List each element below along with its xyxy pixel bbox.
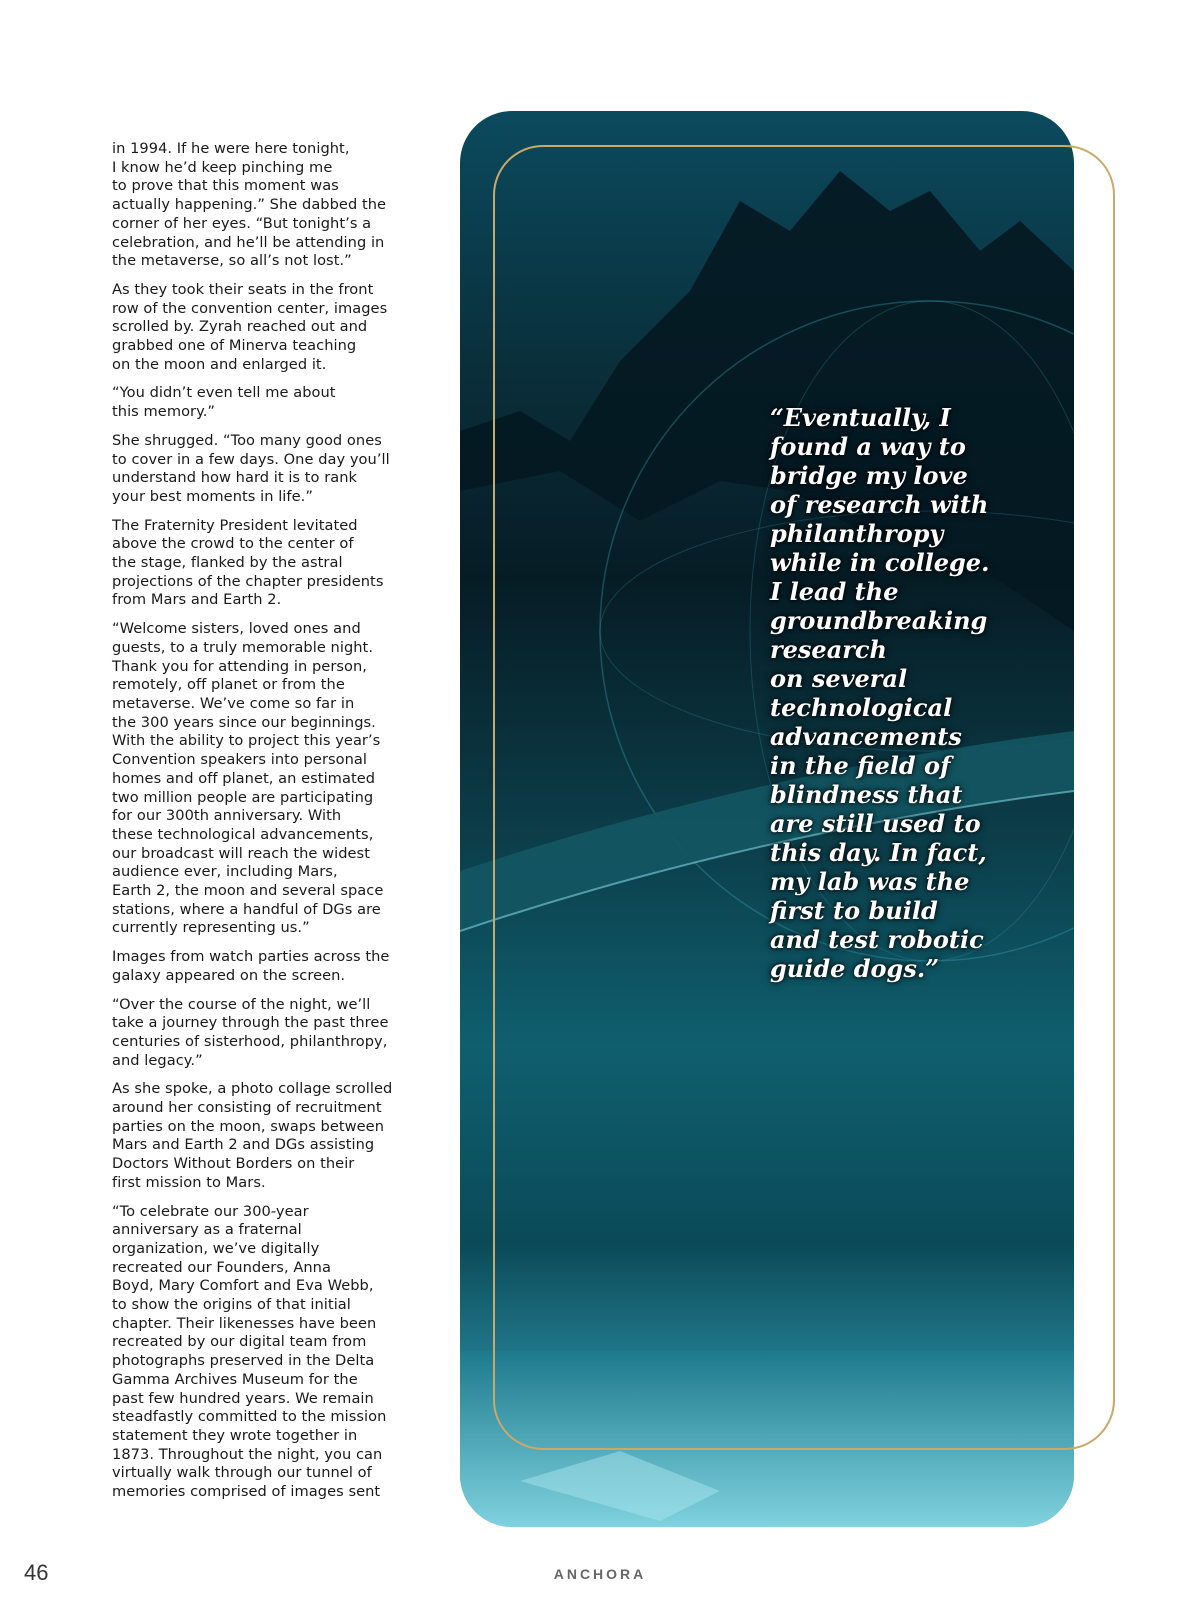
article-paragraph: “Welcome sisters, loved ones and guests, to a truly memorable night. Thank you for attending in person, remotely, off planet or from the metaverse. We’ve come so far in the 300 years since our beginnings. With the ability to project this year’s Convention speakers into personal homes and off planet, an estimated two million people are participating for our 300th anniversary. With these technological advancements, our broadcast will reach the widest audience ever, including Mars, Earth 2, the moon and several space stations, where a handful of DGs are currently representing us.” [112, 620, 384, 937]
publication-title: ANCHORA [553, 1566, 647, 1582]
article-paragraph: As they took their seats in the front row of the convention center, images scrolled by. Zyrah reached out and grabbed one of Minerva teaching on the moon and enlarged it. [112, 280, 388, 373]
page-number: 46 [24, 1560, 49, 1585]
article-paragraph: “You didn’t even tell me about this memory.” [112, 384, 336, 421]
article-paragraph: She shrugged. “Too many good ones to cover in a few days. One day you’ll understand how hard it is to rank your best moments in life.” [112, 431, 390, 505]
article-paragraph: The Fraternity President levitated above the crowd to the center of the stage, flanked by the astral projections of the chapter presidents from Mars and Earth 2. [112, 516, 384, 609]
article-paragraph: Images from watch parties across the galaxy appeared on the screen. [112, 948, 390, 984]
pull-quote: “Eventually, I found a way to bridge my love of research with philanthropy while in college. I lead the groundbreaking research on several technological advancements in the field of blindness that are still used to this day. In fact, my lab was the first to build and test robotic guide dogs.” [770, 403, 990, 983]
article-paragraph: in 1994. If he were here tonight, I know he’d keep pinching me to prove that this moment was actually happening.” She dabbed the corner of her eyes. “But tonight’s a celebration, and he’ll be attending in the metaverse, so all’s not lost.” [112, 140, 387, 270]
article-paragraph: “Over the course of the night, we’ll take a journey through the past three centuries of sisterhood, philanthropy, and legacy.” [112, 995, 389, 1069]
article-body [112, 140, 412, 1512]
article-paragraph: “To celebrate our 300-year anniversary as a fraternal organization, we’ve digitally recreated our Founders, Anna Boyd, Mary Comfort and Eva Webb, to show the origins of that initial chapter. Their likenesses have been recreated by our digital team from photographs preserved in the Delta Gamma Archives Museum for the past few hundred years. We remain steadfastly committed to the mission statement they wrote together in 1873. Throughout the night, you can virtually walk through our tunnel of memories comprised of images sent [112, 1202, 387, 1501]
article-paragraph: As she spoke, a photo collage scrolled around her consisting of recruitment parties on the moon, swaps between Mars and Earth 2 and DGs assisting Doctors Without Borders on their first mission to Mars. [112, 1080, 393, 1191]
